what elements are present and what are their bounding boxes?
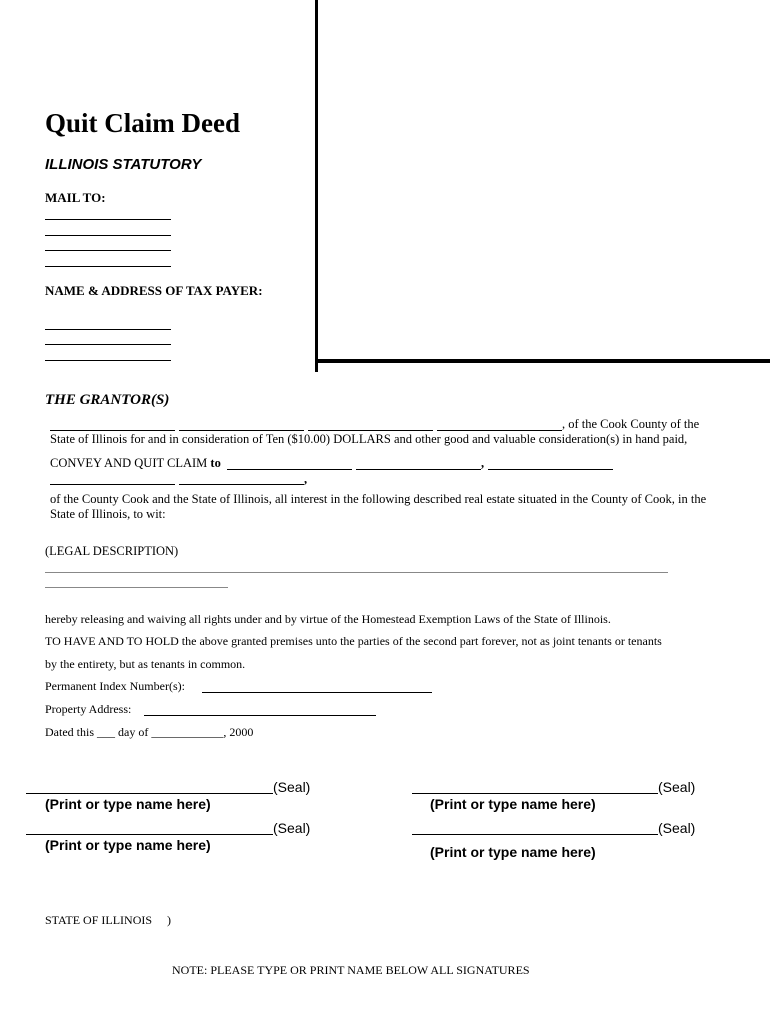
mail-to-line-1[interactable] xyxy=(45,219,171,220)
convey-to: to xyxy=(210,456,221,470)
property-address-label: Property Address: xyxy=(45,702,132,716)
grantee-name-line-5[interactable] xyxy=(179,484,304,485)
seal-label-2: (Seal) xyxy=(658,779,696,795)
seal-label-4: (Seal) xyxy=(658,820,696,836)
grantor-name-line-4[interactable] xyxy=(437,430,562,431)
document-subtitle: ILLINOIS STATUTORY xyxy=(45,156,202,173)
grantee-name-line-2[interactable] xyxy=(356,469,481,470)
grantor-name-line-3[interactable] xyxy=(308,430,433,431)
mail-to-label: MAIL TO: xyxy=(45,190,106,205)
grantee-name-line-4[interactable] xyxy=(50,484,175,485)
real-estate-text-1: of the County Cook and the State of Illinois, all interest in the following described real estate situated in the County of Cook, in the xyxy=(50,492,707,506)
legal-description-label: (LEGAL DESCRIPTION) xyxy=(45,544,179,558)
taxpayer-line-3[interactable] xyxy=(45,360,171,361)
legal-description-line-2[interactable] xyxy=(45,587,228,588)
pin-input-line[interactable] xyxy=(202,692,432,693)
grantee-comma-1: , xyxy=(481,456,485,470)
signature-line-3[interactable] xyxy=(26,834,273,835)
convey-prefix: CONVEY AND QUIT CLAIM xyxy=(50,456,208,470)
mail-to-line-4[interactable] xyxy=(45,266,171,267)
seal-label-1: (Seal) xyxy=(273,779,311,795)
recorder-box-horizontal-line xyxy=(315,359,770,363)
taxpayer-line-2[interactable] xyxy=(45,344,171,345)
grantor-name-line-1[interactable] xyxy=(50,430,175,431)
seal-label-3: (Seal) xyxy=(273,820,311,836)
print-name-label-4: (Print or type name here) xyxy=(430,844,596,860)
grantor-name-line-2[interactable] xyxy=(179,430,304,431)
mail-to-line-2[interactable] xyxy=(45,235,171,236)
grantee-name-line-3[interactable] xyxy=(488,469,613,470)
taxpayer-label: NAME & ADDRESS OF TAX PAYER: xyxy=(45,283,263,298)
signature-line-2[interactable] xyxy=(412,793,658,794)
mail-to-line-3[interactable] xyxy=(45,250,171,251)
to-have-text-2: by the entirety, but as tenants in common. xyxy=(45,657,246,671)
taxpayer-line-1[interactable] xyxy=(45,329,171,330)
signature-line-1[interactable] xyxy=(26,793,273,794)
pin-label: Permanent Index Number(s): xyxy=(45,679,185,693)
grantor-heading: THE GRANTOR(S) xyxy=(45,392,170,408)
dated-text: Dated this ___ day of ____________, 2000 xyxy=(45,725,254,739)
grantee-name-line-1[interactable] xyxy=(227,469,352,470)
state-of-illinois-text: STATE OF ILLINOIS ) xyxy=(45,913,172,927)
signature-line-4[interactable] xyxy=(412,834,658,835)
print-name-label-1: (Print or type name here) xyxy=(45,796,211,812)
print-name-label-3: (Print or type name here) xyxy=(45,837,211,853)
document-title: Quit Claim Deed xyxy=(45,108,240,138)
homestead-text: hereby releasing and waiving all rights under and by virtue of the Homestead Exemption Laws of the State of Illinois. xyxy=(45,612,611,626)
property-address-line[interactable] xyxy=(144,715,376,716)
real-estate-text-2: State of Illinois, to wit: xyxy=(50,507,166,521)
recorder-box-vertical-line xyxy=(315,0,318,372)
print-name-label-2: (Print or type name here) xyxy=(430,796,596,812)
convey-text xyxy=(50,456,221,471)
consideration-text: State of Illinois for and in consideration of Ten ($10.00) DOLLARS and other good and valuable consideration(s) in hand paid, xyxy=(50,432,688,446)
to-have-text-1: TO HAVE AND TO HOLD the above granted premises unto the parties of the second part forever, not as joint tenants or tenants xyxy=(45,634,662,648)
signature-note: NOTE: PLEASE TYPE OR PRINT NAME BELOW ALL SIGNATURES xyxy=(172,963,530,977)
grantor-county-text: , of the Cook County of the xyxy=(562,417,700,431)
grantee-comma-2: , xyxy=(304,472,308,486)
legal-description-line-1[interactable] xyxy=(45,572,668,573)
